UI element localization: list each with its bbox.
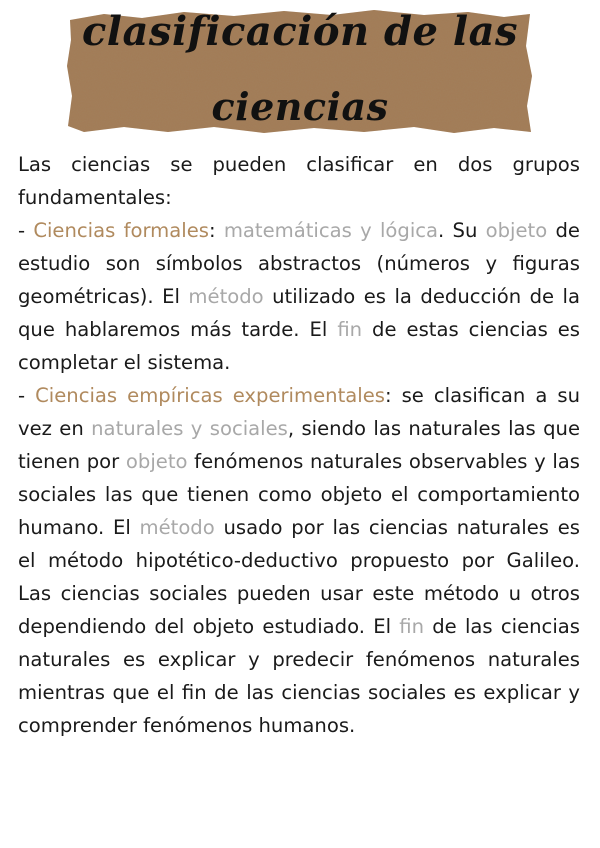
text-run: fenómenos naturales observables y las sociales las que tienen como objeto el comportamiento humano. El — [18, 450, 580, 539]
title-line-2: ciencias — [211, 84, 389, 129]
empirical-types: naturales y sociales — [91, 417, 288, 440]
title-line-1: clasificación de las — [81, 8, 519, 55]
text-run: : — [208, 219, 224, 242]
bullet: - — [18, 384, 36, 407]
bullet: - — [18, 219, 34, 242]
text-run: , siendo las naturales las que tienen por — [18, 417, 580, 473]
keyword-objeto: objeto — [485, 219, 548, 242]
text-run: de estas ciencias es completar el sistema. — [18, 318, 581, 374]
text-run: de estudio son símbolos abstractos (números y figuras geométricas). El — [18, 219, 580, 308]
empirical-sciences-term: Ciencias empíricas experimentales — [35, 384, 385, 407]
keyword-metodo: método — [139, 516, 215, 539]
text-run: usado por las ciencias naturales es el método hipotético-deductivo propuesto por Galileo. Las ciencias sociales pueden usar este método u otros dependiendo del objeto estudiado. El — [18, 516, 580, 638]
keyword-fin: fin — [399, 615, 425, 638]
formal-sciences-term: Ciencias formales — [33, 219, 209, 242]
text-run: de las ciencias naturales es explicar y predecir fenómenos naturales mientras que el fin de las ciencias sociales es explicar y comprender fenómenos humanos. — [18, 615, 580, 737]
keyword-fin: fin — [337, 318, 363, 341]
body-text — [18, 148, 580, 742]
intro-paragraph: Las ciencias se pueden clasificar en dos grupos fundamentales: — [18, 153, 580, 209]
text-run: utilizado es la deducción de la que hablaremos más tarde. El — [18, 285, 580, 341]
formal-examples: matemáticas y lógica — [223, 219, 439, 242]
empirical-sciences-paragraph — [18, 379, 580, 742]
keyword-metodo: método — [188, 285, 264, 308]
title-banner — [64, 6, 536, 138]
formal-sciences-paragraph — [18, 214, 580, 379]
keyword-objeto: objeto — [125, 450, 188, 473]
text-run: : se clasifican a su vez en — [18, 384, 581, 440]
text-run: . Su — [438, 219, 486, 242]
